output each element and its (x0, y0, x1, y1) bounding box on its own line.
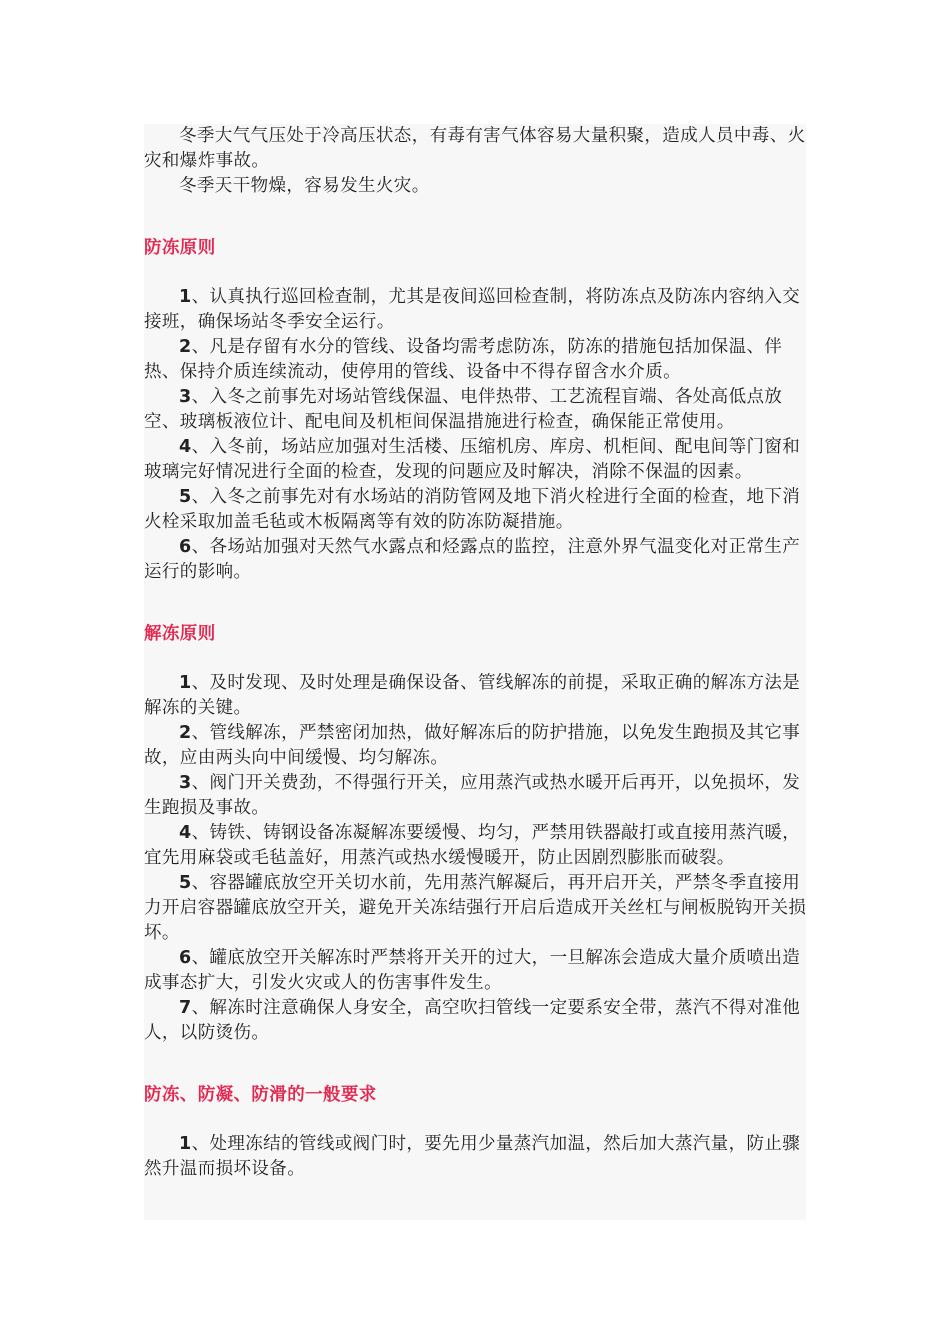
list-item (144, 535, 816, 585)
item-number: 6 (179, 537, 192, 557)
item-text: 、入冬前，场站应加强对生活楼、压缩机房、库房、机柜间、配电间等门窗和玻璃完好情况进行全面的检查，发现的问题应及时解决，消除不保温的因素。 (144, 437, 801, 482)
item-number: 5 (179, 487, 192, 507)
item-text: 、阀门开关费劲，不得强行开关，应用蒸汽或热水暖开后再开，以免损坏，发生跑损及事故。 (144, 773, 801, 818)
list-item (144, 721, 816, 771)
list-item (144, 996, 816, 1046)
list-item (144, 1132, 816, 1182)
item-text: 、认真执行巡回检查制，尤其是夜间巡回检查制，将防冻点及防冻内容纳入交接班，确保场站冬季安全运行。 (144, 287, 801, 332)
item-number: 2 (179, 723, 192, 743)
list-item (144, 671, 816, 721)
item-text: 、入冬之前事先对有水场站的消防管网及地下消火栓进行全面的检查，地下消火栓采取加盖毛毡或木板隔离等有效的防冻防凝措施。 (144, 487, 801, 532)
list-item (144, 771, 816, 821)
item-number: 3 (179, 387, 192, 407)
item-number: 1 (179, 673, 192, 693)
list-item (144, 871, 816, 946)
item-text: 、容器罐底放空开关切水前，先用蒸汽解凝后，再开启开关，严禁冬季直接用力开启容器罐底放空开关，避免开关冻结强行开启后造成开关丝杠与闸板脱钩开关损坏。 (144, 873, 807, 943)
item-number: 6 (179, 948, 192, 968)
intro-paragraph: 冬季大气气压处于冷高压状态，有毒有害气体容易大量积聚，造成人员中毒、火灾和爆炸事故。 (144, 126, 806, 171)
section-heading-general: 防冻、防凝、防滑的一般要求 (144, 1085, 377, 1105)
item-text: 、解冻时注意确保人身安全，高空吹扫管线一定要系安全带，蒸汽不得对准他人，以防烫伤。 (144, 998, 801, 1043)
item-text: 、入冬之前事先对场站管线保温、电伴热带、工艺流程盲端、各处高低点放空、玻璃板液位计、配电间及机柜间保温措施进行检查，确保能正常使用。 (144, 387, 783, 432)
intro-paragraph: 冬季天干物燥，容易发生火灾。 (179, 176, 430, 196)
section-heading-thaw: 解冻原则 (144, 624, 216, 644)
item-number: 3 (179, 773, 192, 793)
item-text: 、各场站加强对天然气水露点和烃露点的监控，注意外界气温变化对正常生产运行的影响。 (144, 537, 801, 582)
item-number: 1 (179, 1134, 192, 1154)
item-text: 、处理冻结的管线或阀门时，要先用少量蒸汽加温，然后加大蒸汽量，防止骤然升温而损坏设备。 (144, 1134, 801, 1179)
list-item (144, 335, 816, 385)
item-number: 1 (179, 287, 192, 307)
item-number: 2 (179, 337, 192, 357)
item-text: 、罐底放空开关解冻时严禁将开关开的过大，一旦解冻会造成大量介质喷出造成事态扩大，引发火灾或人的伤害事件发生。 (144, 948, 801, 993)
item-text: 、凡是存留有水分的管线、设备均需考虑防冻，防冻的措施包括加保温、伴热、保持介质连续流动，使停用的管线、设备中不得存留含水介质。 (144, 337, 783, 382)
section-heading-antifreeze: 防冻原则 (144, 238, 216, 258)
list-item (144, 285, 816, 335)
item-number: 5 (179, 873, 192, 893)
item-text: 、及时发现、及时处理是确保设备、管线解冻的前提，采取正确的解冻方法是解冻的关键。 (144, 673, 801, 718)
list-item (144, 485, 816, 535)
item-text: 、铸铁、铸钢设备冻凝解冻要缓慢、均匀，严禁用铁器敲打或直接用蒸汽暖，宜先用麻袋或毛毡盖好，用蒸汽或热水缓慢暖开，防止因剧烈膨胀而破裂。 (144, 823, 801, 868)
article-body (144, 124, 816, 1182)
list-item (144, 435, 816, 485)
list-item (144, 385, 816, 435)
item-text: 、管线解冻，严禁密闭加热，做好解冻后的防护措施，以免发生跑损及其它事故，应由两头向中间缓慢、均匀解冻。 (144, 723, 801, 768)
list-item (144, 946, 816, 996)
item-number: 4 (179, 823, 192, 843)
item-number: 4 (179, 437, 192, 457)
list-item (144, 821, 816, 871)
item-number: 7 (179, 998, 192, 1018)
